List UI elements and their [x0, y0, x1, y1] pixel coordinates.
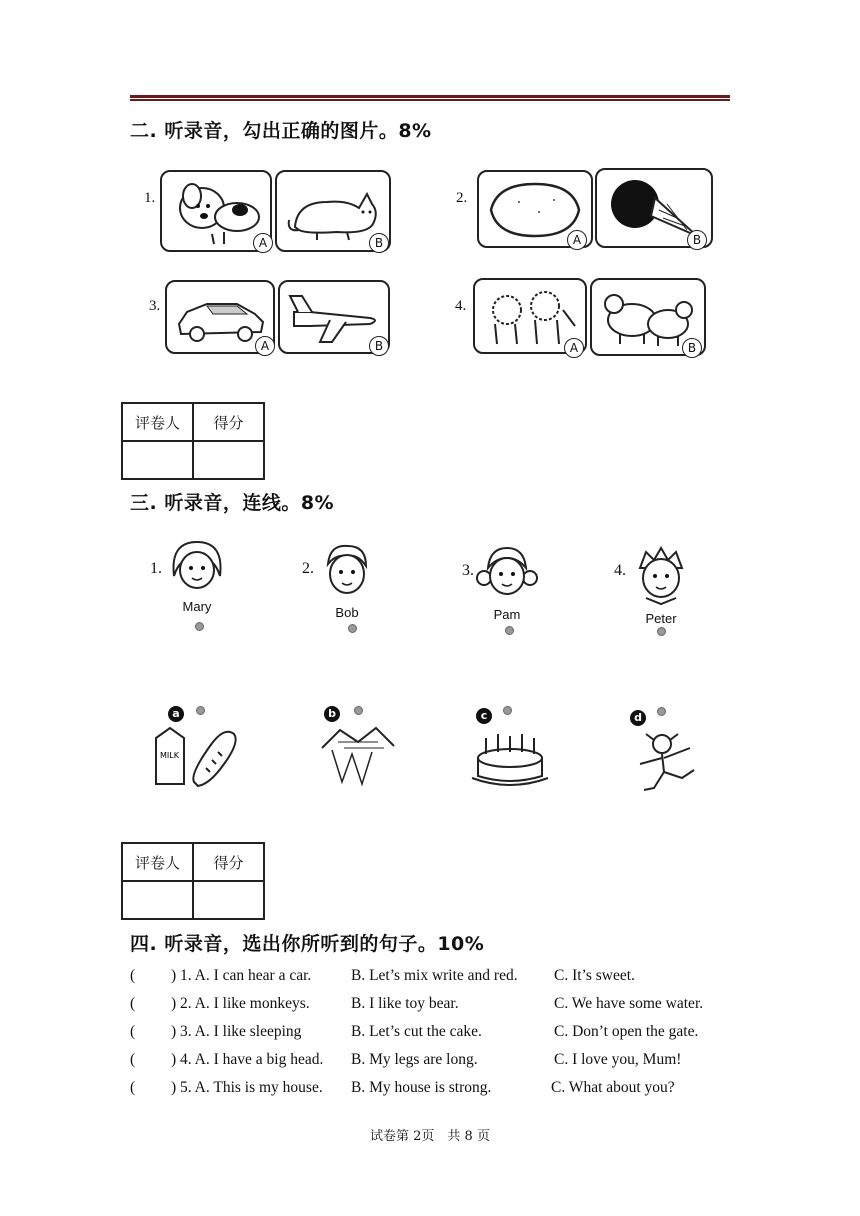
person-3-name: Pam [493, 607, 521, 622]
sentence-row-1 [130, 967, 740, 989]
person-2-name: Bob [335, 605, 359, 620]
person-peter [628, 544, 694, 626]
person-1-number: 1. [150, 560, 162, 577]
q4-number: 4. [455, 298, 467, 314]
sentence-row-4 [130, 1051, 740, 1073]
item-d-dot[interactable] [657, 707, 666, 716]
item-d-badge: d [630, 710, 646, 726]
person-1-name: Mary [182, 599, 212, 614]
sentence-row-5 [130, 1079, 740, 1101]
item-b-badge: b [324, 706, 340, 722]
q2-label-a: A [567, 230, 587, 250]
section-3-title: 三. 听录音，连线。8% [130, 492, 335, 514]
option-a-4: ) 4. A. I have a big head. [171, 1051, 324, 1068]
person-2-number: 2. [302, 560, 314, 577]
reviewer-cell-2[interactable] [122, 881, 193, 919]
section-2-title: 二. 听录音，勾出正确的图片。8% [130, 120, 432, 142]
person-mary [164, 536, 230, 614]
mountain-icon [318, 724, 398, 790]
sentence-row-2 [130, 995, 740, 1017]
q1-label-a: A [253, 233, 273, 253]
q1-label-b: B [369, 233, 389, 253]
q3-label-a: A [255, 336, 275, 356]
option-a-3: ) 3. A. I like sleeping [171, 1023, 302, 1040]
q2-number: 2. [456, 190, 468, 206]
score-cell[interactable] [193, 441, 264, 479]
option-b-3: B. Let’s cut the cake. [351, 1023, 482, 1040]
item-a-dot[interactable] [196, 706, 205, 715]
girl-face-icon [164, 536, 230, 594]
person-3-dot[interactable] [505, 626, 514, 635]
answer-paren-2[interactable]: ( [130, 995, 136, 1012]
person-4-dot[interactable] [657, 627, 666, 636]
option-c-5: C. What about you? [551, 1079, 675, 1096]
boy-face-icon [314, 540, 380, 600]
option-a-2: ) 2. A. I like monkeys. [171, 995, 310, 1012]
item-c-dot[interactable] [503, 706, 512, 715]
girl-pigtails-icon [474, 542, 540, 602]
boy-spiky-hair-icon [628, 544, 694, 606]
reviewer-header-2: 评卷人 [122, 843, 193, 881]
page-footer: 试卷第 2页 共 8 页 [370, 1129, 490, 1144]
q1-number: 1. [144, 190, 156, 206]
reviewer-header: 评卷人 [122, 403, 193, 441]
score-header: 得分 [193, 403, 264, 441]
option-c-1: C. It’s sweet. [554, 967, 635, 984]
option-a-5: ) 5. A. This is my house. [171, 1079, 323, 1096]
option-c-4: C. I love you, Mum! [554, 1051, 682, 1068]
answer-paren-3[interactable]: ( [130, 1023, 136, 1040]
score-cell-2[interactable] [193, 881, 264, 919]
option-b-1: B. Let’s mix write and red. [351, 967, 518, 984]
q2-label-b: B [687, 230, 707, 250]
person-pam [474, 542, 540, 622]
answer-paren-5[interactable]: ( [130, 1079, 136, 1096]
score-header-2: 得分 [193, 843, 264, 881]
person-bob [314, 540, 380, 620]
person-3-number: 3. [462, 562, 474, 579]
score-table-2 [121, 842, 265, 920]
person-2-dot[interactable] [348, 624, 357, 633]
answer-paren-4[interactable]: ( [130, 1051, 136, 1068]
item-c-badge: c [476, 708, 492, 724]
milk-bread-icon [150, 724, 240, 788]
score-table-1 [121, 402, 265, 480]
q4-label-a: A [564, 338, 584, 358]
option-b-2: B. I like toy bear. [351, 995, 459, 1012]
option-c-3: C. Don’t open the gate. [554, 1023, 699, 1040]
section-4-title: 四. 听录音，选出你所听到的句子。10% [130, 933, 485, 955]
person-1-dot[interactable] [195, 622, 204, 631]
person-4-number: 4. [614, 562, 626, 579]
header-rule [130, 95, 730, 101]
person-4-name: Peter [645, 611, 677, 626]
sentence-row-3 [130, 1023, 740, 1045]
q3-label-b: B [369, 336, 389, 356]
item-a-badge: a [168, 706, 184, 722]
q3-number: 3. [149, 298, 161, 314]
svg-text:MILK: MILK [160, 751, 179, 760]
option-b-4: B. My legs are long. [351, 1051, 478, 1068]
option-b-5: B. My house is strong. [351, 1079, 492, 1096]
birthday-cake-icon [470, 728, 550, 790]
option-c-2: C. We have some water. [554, 995, 704, 1012]
answer-paren-1[interactable]: ( [130, 967, 136, 984]
option-a-1: ) 1. A. I can hear a car. [171, 967, 312, 984]
q4-label-b: B [682, 338, 702, 358]
item-b-dot[interactable] [354, 706, 363, 715]
reviewer-cell[interactable] [122, 441, 193, 479]
skating-girl-icon [624, 730, 704, 798]
